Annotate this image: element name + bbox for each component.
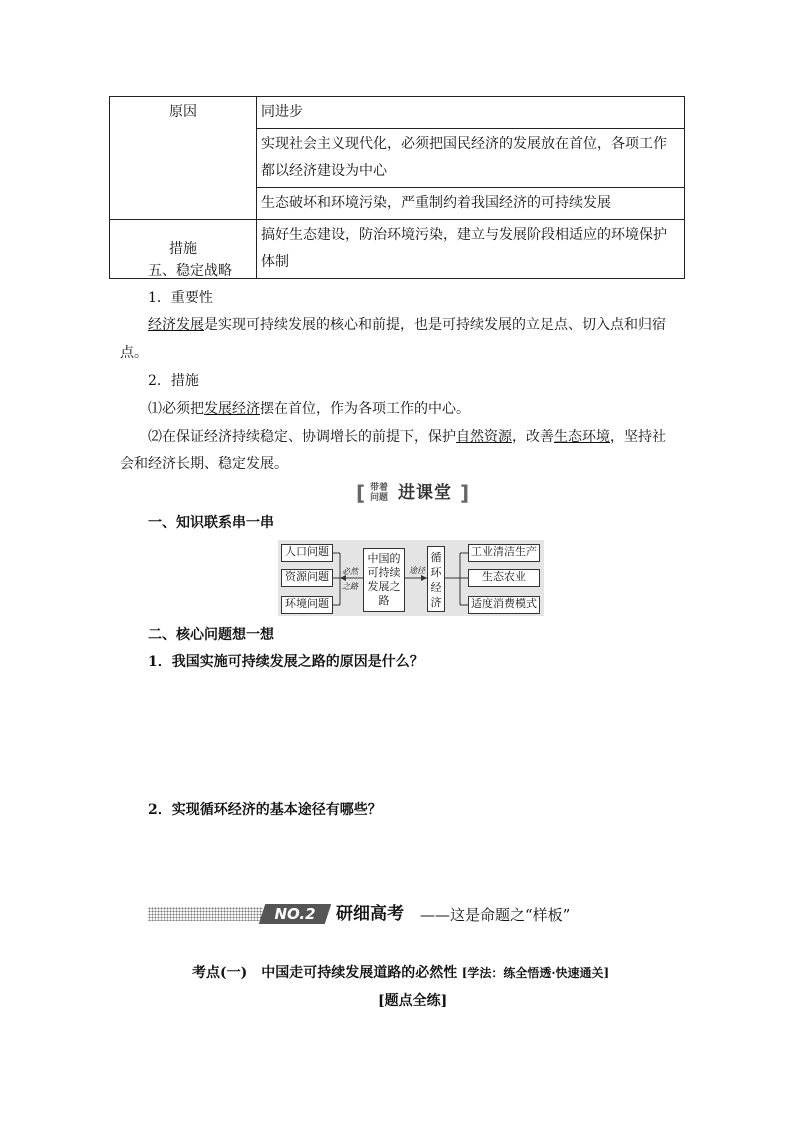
kaodian-line: [192, 961, 609, 985]
reason-row: 生态破坏和环境污染，严重制约着我国经济的可持续发展: [257, 188, 685, 220]
box-moderate-consumption: 适度消费模式: [468, 596, 540, 614]
box-circular-economy: 循 环 经 济: [427, 546, 445, 612]
knowledge-title: 一、知识联系串一串: [148, 515, 274, 531]
measure-2: ⑵在保证经济持续稳定、协调增长的前提下，保护自然资源，改善生态环境，坚持社: [148, 429, 666, 445]
importance-text: 经济发展是实现可持续发展的核心和前提，也是可持续发展的立足点、切入点和归宿: [148, 317, 666, 333]
class-banner: [356, 482, 470, 504]
measures-title: 2．措施: [148, 373, 199, 389]
dotted-bar: [148, 907, 263, 921]
reason-row: 同进步: [257, 97, 685, 129]
banner-small-2: 问题: [370, 493, 389, 503]
core-title: 二、核心问题想一想: [148, 627, 274, 643]
measure-label: 措施: [110, 220, 257, 279]
importance-tail: 点。: [120, 345, 148, 361]
box-environment: 环境问题: [281, 596, 333, 614]
box-clean-production: 工业清洁生产: [468, 544, 540, 562]
box-china-sustainable: 中国的 可持续 发展之 路: [363, 548, 405, 612]
right-bracket-icon: ]: [460, 481, 470, 505]
knowledge-diagram: [278, 540, 544, 616]
keyword-ecological-environment: 生态环境: [554, 429, 610, 445]
left-bracket-icon: [: [356, 481, 366, 505]
box-resources: 资源问题: [281, 569, 333, 587]
no2-title: 研细高考: [336, 904, 404, 924]
importance-title: 1．重要性: [148, 290, 213, 306]
label-approach: 途径: [409, 566, 425, 575]
label-inevitable: 必然: [342, 567, 358, 576]
banner-small-1: 带着: [370, 483, 389, 493]
measure-1: ⑴必须把发展经济摆在首位，作为各项工作的中心。: [148, 401, 470, 417]
banner-big: 进课堂: [398, 483, 452, 503]
reason-row: 实现社会主义现代化，必须把国民经济的发展放在首位，各项工作都以经济建设为中心: [257, 129, 685, 188]
kaodian-sub: [题点全练]: [378, 993, 448, 1009]
question-1: 1．我国实施可持续发展之路的原因是什么？: [148, 654, 424, 670]
keyword-economic-development: 经济发展: [148, 317, 204, 333]
keyword-develop-economy: 发展经济: [204, 401, 260, 417]
no2-badge: NO.2: [259, 904, 331, 924]
label-road: 之路: [342, 582, 358, 591]
box-eco-agriculture: 生态农业: [468, 569, 540, 587]
kaodian-method: [学法：练全悟透·快速通关]: [461, 966, 610, 980]
keyword-natural-resources: 自然资源: [456, 429, 512, 445]
question-2: 2．实现循环经济的基本途径有哪些？: [148, 802, 382, 818]
no2-subtitle: ——这是命题之“样板”: [420, 906, 571, 924]
info-table: [109, 96, 685, 279]
kaodian-title: 考点(一) 中国走可持续发展道路的必然性: [192, 965, 458, 981]
reason-label: 原因: [110, 97, 257, 220]
measure-2-tail: 会和经济长期、稳定发展。: [120, 456, 288, 472]
section5-title: 五、稳定战略: [148, 263, 232, 279]
box-population: 人口问题: [281, 544, 333, 562]
measure-text: 搞好生态建设，防治环境污染，建立与发展阶段相适应的环境保护体制: [257, 220, 685, 279]
